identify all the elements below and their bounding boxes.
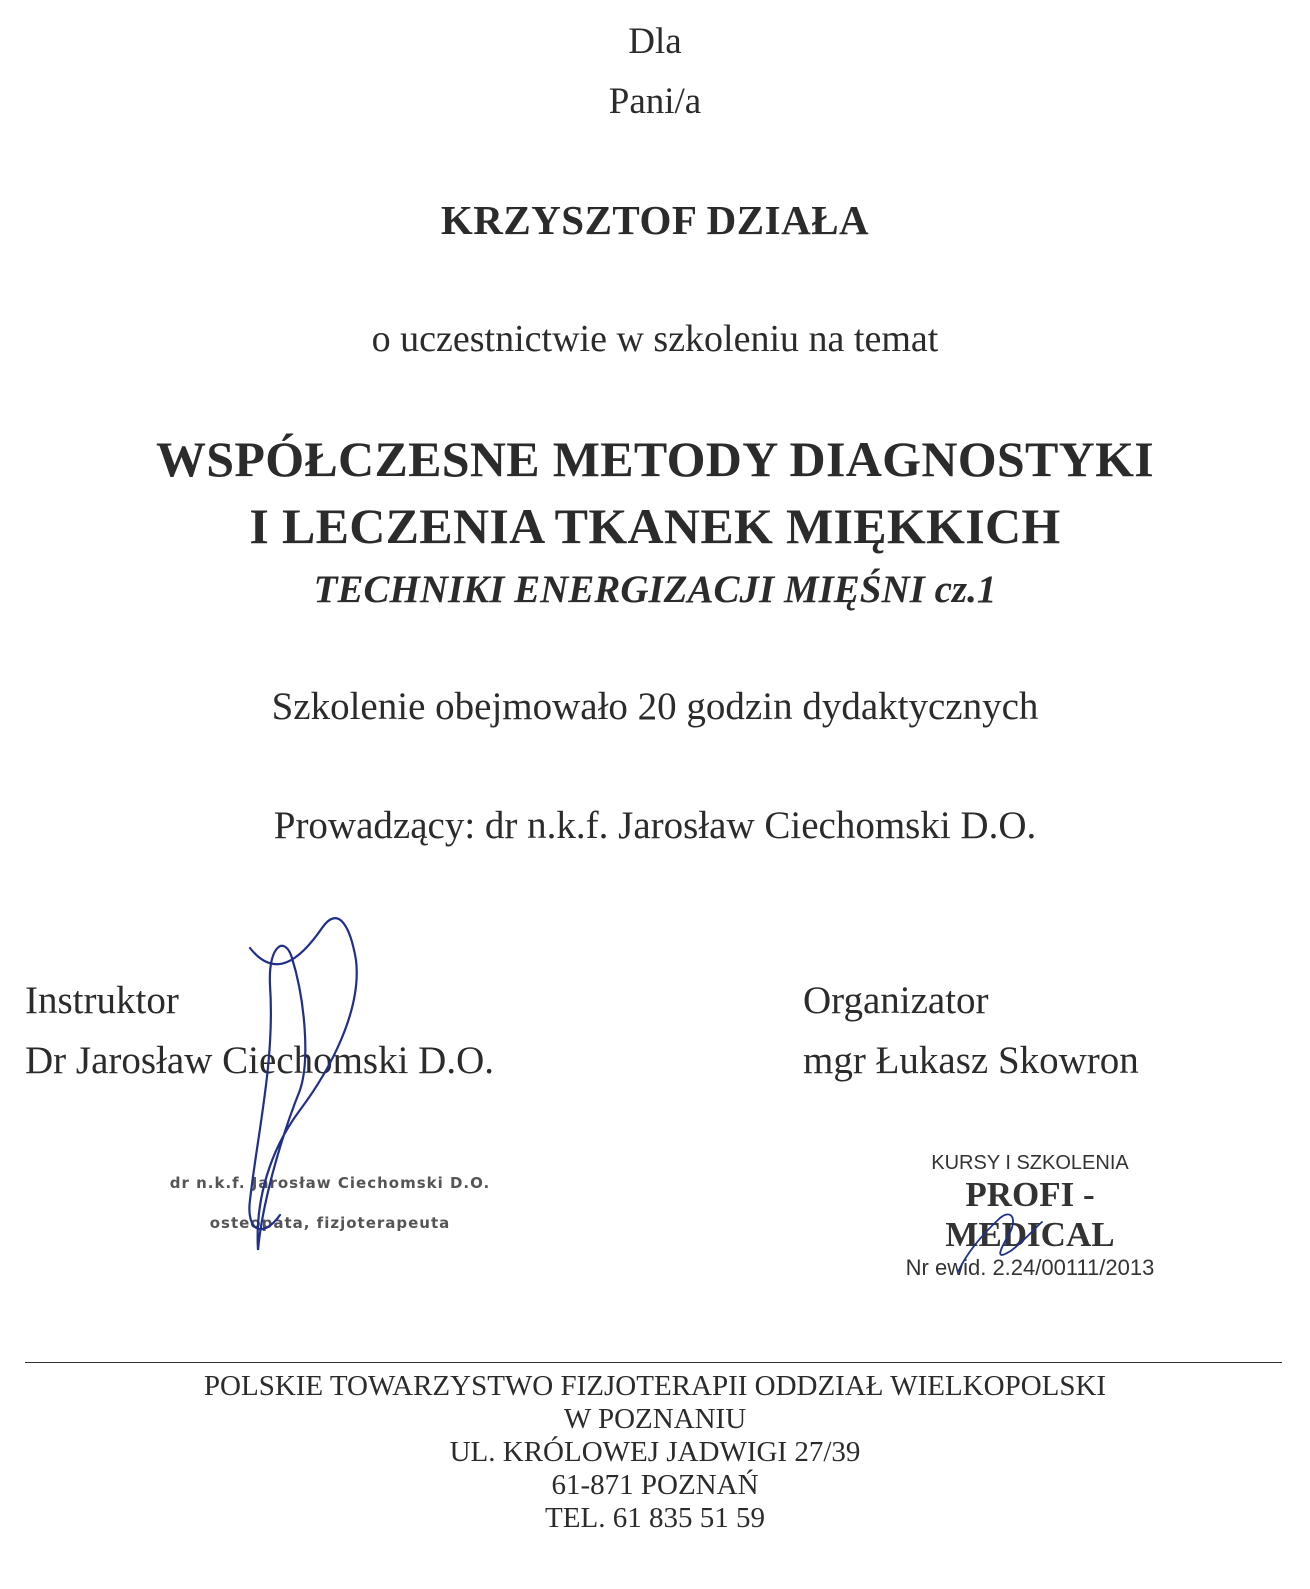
organizer-name: mgr Łukasz Skowron [803, 1039, 1139, 1082]
footer-line3: UL. KRÓLOWEJ JADWIGI 27/39 [449, 1436, 861, 1468]
footer-line2: W POZNANIU [563, 1403, 747, 1435]
organizer-role: Organizator [803, 979, 989, 1022]
instructor-signature [249, 918, 356, 1250]
instructor-name: Dr Jarosław Ciechomski D.O. [25, 1039, 495, 1082]
stamp-organizer-line1: KURSY I SZKOLENIA [931, 1152, 1129, 1174]
recipient-name: KRZYSZTOF DZIAŁA [440, 197, 870, 243]
salutation-pani: Pani/a [608, 81, 702, 122]
instructor-role: Instruktor [25, 979, 179, 1022]
stamp-instructor-line2: osteopata, fizjoterapeuta [209, 1214, 451, 1232]
organizer-signature [958, 1214, 1042, 1272]
stamp-organizer-line3: Nr ewid. 2.24/00111/2013 [905, 1255, 1155, 1280]
intro-text: o uczestnictwie w szkoleniu na temat [371, 318, 939, 360]
course-title-line1: WSPÓŁCZESNE METODY DIAGNOSTYKI [155, 431, 1155, 487]
lecturer-text: Prowadzący: dr n.k.f. Jarosław Ciechomski D.O. [273, 804, 1037, 847]
footer-line5: TEL. 61 835 51 59 [545, 1502, 765, 1534]
course-title-line2: I LECZENIA TKANEK MIĘKKICH [249, 498, 1061, 554]
stamp-instructor-line1: dr n.k.f. Jarosław Ciechomski D.O. [169, 1174, 491, 1192]
hours-text: Szkolenie obejmowało 20 godzin dydaktycznych [271, 685, 1039, 728]
stamp-organizer-line2: PROFI - MEDICAL [945, 1175, 1115, 1254]
footer-divider [25, 1362, 1282, 1363]
course-subtitle: TECHNIKI ENERGIZACJI MIĘŚNI cz.1 [313, 568, 997, 611]
salutation-dla: Dla [628, 21, 682, 62]
footer-line1: POLSKIE TOWARZYSTWO FIZJOTERAPII ODDZIAŁ WIELKOPOLSKI [203, 1370, 1107, 1402]
footer-line4: 61-871 POZNAŃ [551, 1469, 759, 1501]
footer [0, 1370, 1310, 1535]
